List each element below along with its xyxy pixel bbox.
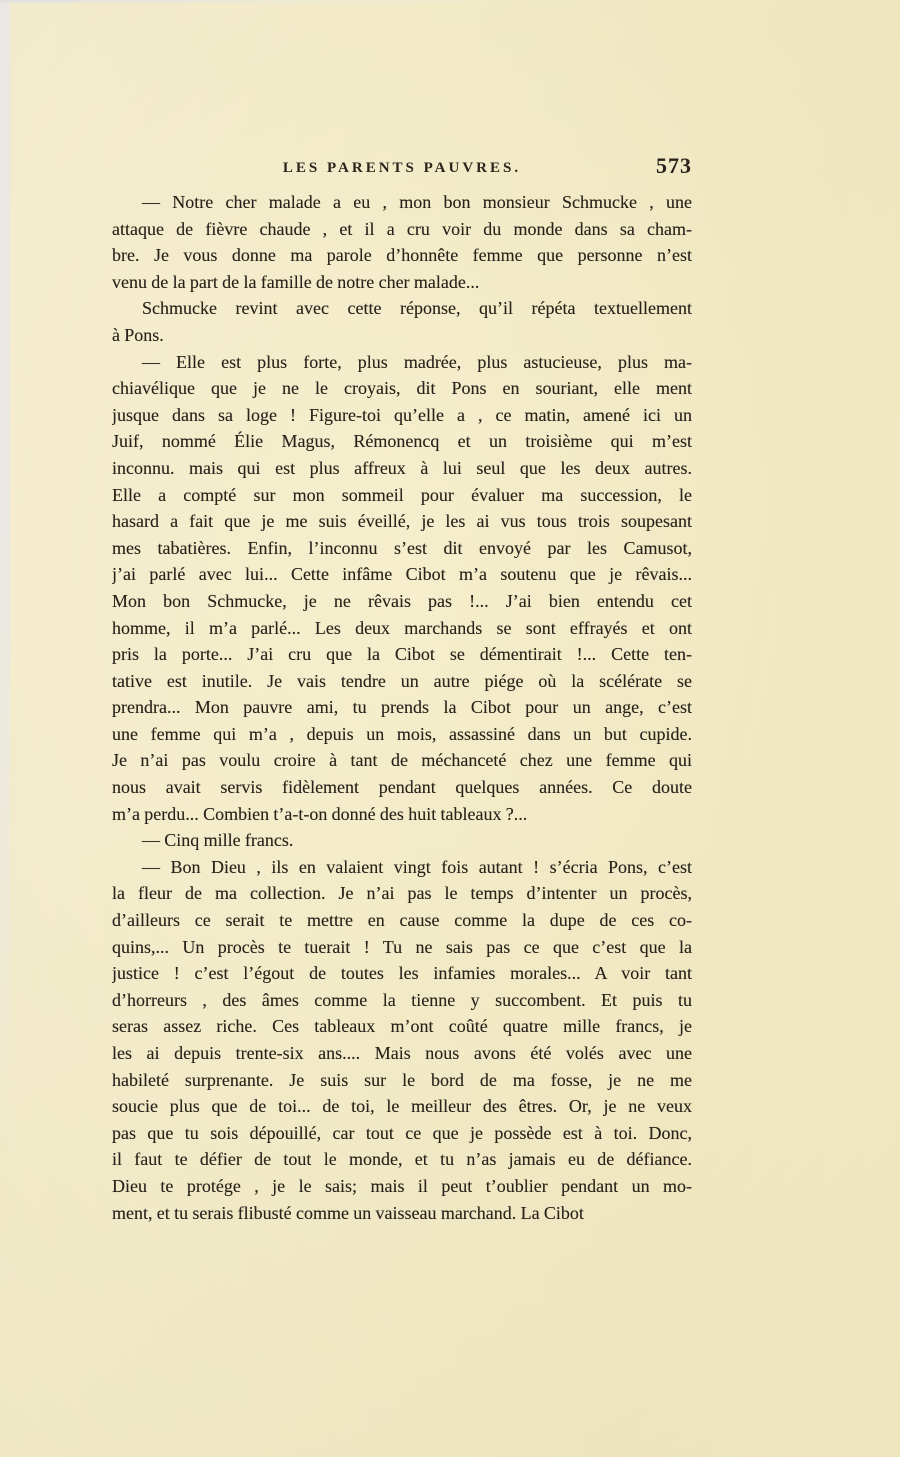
text-line: — Bon Dieu , ils en valaient vingt fois autant ! s’écria Pons, c’est (142, 856, 692, 877)
text-line: d’horreurs , des âmes comme la tienne y succombent. Et puis tu (112, 989, 692, 1010)
text-line: Dieu te protége , je le sais; mais il peut t’oublier pendant un mo- (112, 1175, 692, 1196)
text-line: nous avait servis fidèlement pendant quelques années. Ce doute (112, 777, 692, 798)
text-line: Je n’ai pas voulu croire à tant de méchanceté chez une femme qui (112, 750, 692, 771)
text-line: homme, il m’a parlé... Les deux marchands se sont effrayés et ont (112, 617, 692, 638)
text-line: pas que tu sois dépouillé, car tout ce que je possède est à toi. Donc, (112, 1122, 692, 1143)
text-line: — Notre cher malade a eu , mon bon monsieur Schmucke , une (142, 192, 692, 212)
text-line: — Elle est plus forte, plus madrée, plus astucieuse, plus ma- (142, 351, 692, 372)
text-line: pris la porte... J’ai cru que la Cibot se démentirait !... Cette ten- (112, 644, 692, 665)
text-line: prendra... Mon pauvre ami, tu prends la Cibot pour un ange, c’est (112, 697, 692, 718)
page-text (112, 189, 692, 1226)
text-line: hasard a fait que je me suis éveillé, je les ai vus tous trois soupesant (112, 511, 692, 532)
text-line: soucie plus que de toi... de toi, le meilleur des êtres. Or, je ne veux (112, 1096, 692, 1117)
text-line: inconnu. mais qui est plus affreux à lui seul que les deux autres. (112, 457, 692, 478)
text-line: j’ai parlé avec lui... Cette infâme Cibot m’a soutenu que je rêvais... (112, 564, 692, 585)
text-line: la fleur de ma collection. Je n’ai pas le temps d’intenter un procès, (112, 883, 692, 904)
page-header (112, 155, 692, 183)
text-line: justice ! c’est l’égout de toutes les infamies morales... A voir tant (112, 963, 692, 984)
text-line: une femme qui m’a , depuis un mois, assassiné dans un but cupide. (112, 723, 692, 744)
text-line: les ai depuis trente-six ans.... Mais nous avons été volés avec une (112, 1043, 692, 1063)
text-line: mes tabatières. Enfin, l’inconnu s’est dit envoyé par les Camusot, (112, 537, 692, 558)
text-line: chiavélique que je ne le croyais, dit Pons en souriant, elle ment (112, 378, 692, 399)
text-line: ment, et tu serais flibusté comme un vaisseau marchand. La Cibot (112, 1202, 584, 1223)
running-header: LES PARENTS PAUVRES. (282, 160, 522, 176)
text-line: Elle a compté sur mon sommeil pour évaluer ma succession, le (112, 484, 692, 505)
text-line: bre. Je vous donne ma parole d’honnête femme que personne n’est (112, 245, 692, 266)
text-line: quins,... Un procès te tuerait ! Tu ne sais pas ce que c’est que la (112, 936, 692, 957)
page-content (112, 155, 692, 1226)
text-line: jusque dans sa loge ! Figure-toi qu’elle a , ce matin, amené ici un (112, 404, 692, 425)
text-line: tative est inutile. Je vais tendre un autre piége où la scélérate se (112, 670, 692, 691)
text-line: seras assez riche. Ces tableaux m’ont coûté quatre mille francs, je (112, 1016, 692, 1037)
scan-edge-left (0, 0, 10, 1150)
text-line: venu de la part de la famille de notre cher malade... (112, 271, 480, 292)
text-line: il faut te défier de tout le monde, et tu n’as jamais eu de défiance. (112, 1149, 692, 1170)
text-line: d’ailleurs ce serait te mettre en cause comme la dupe de ces co- (112, 910, 692, 931)
text-line: Mon bon Schmucke, je ne rêvais pas !... J’ai bien entendu cet (112, 590, 692, 611)
text-line: Juif, nommé Élie Magus, Rémonencq et un troisième qui m’est (112, 431, 692, 452)
text-line: m’a perdu... Combien t’a-t-on donné des huit tableaux ?... (112, 803, 528, 824)
text-line: — Cinq mille francs. (142, 830, 294, 851)
text-line: à Pons. (112, 324, 164, 345)
text-line: habileté surprenante. Je suis sur le bord de ma fosse, je ne me (112, 1069, 692, 1090)
scan-edge-top (0, 0, 900, 3)
page-number: 573 (656, 153, 692, 178)
text-line: Schmucke revint avec cette réponse, qu’il répéta textuellement (142, 298, 692, 319)
text-line: attaque de fièvre chaude , et il a cru voir du monde dans sa cham- (112, 218, 692, 239)
